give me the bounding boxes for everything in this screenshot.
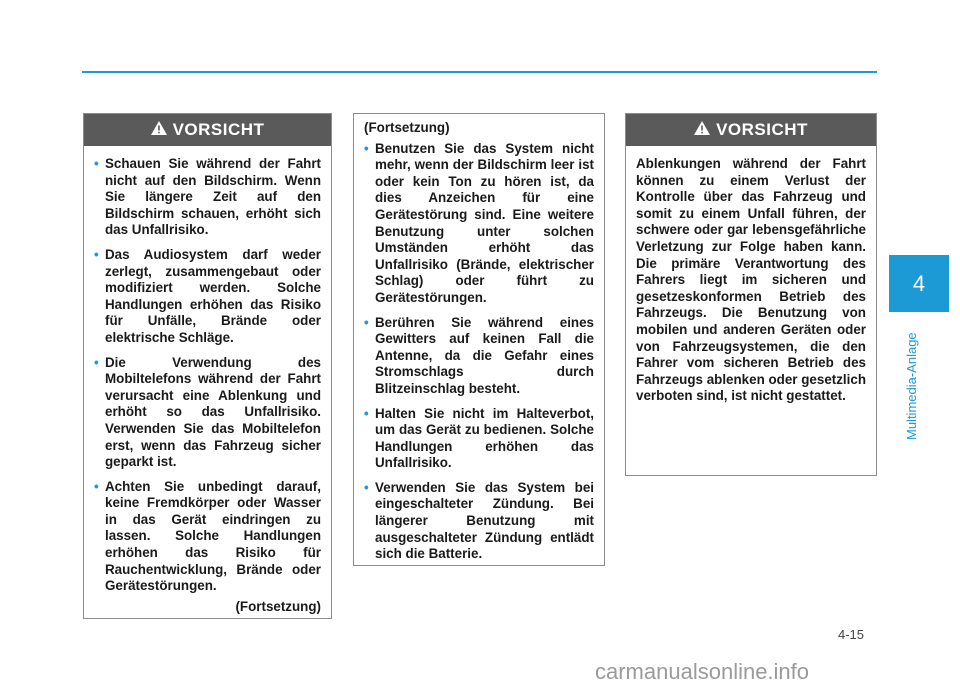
- caution-label: VORSICHT: [172, 120, 265, 139]
- list-item: • Das Audiosystem darf weder zerlegt, zusammengebaut oder modifiziert werden. Solche Handlungen erhöhen das Risiko für Unfälle, Brände oder elektrische Schläge.: [94, 246, 321, 345]
- caution-header: [84, 114, 331, 146]
- list-item: • Die Verwendung des Mobiltelefons während der Fahrt verursacht eine Ablenkung und erhöht so das Unfallrisiko. Verwenden Sie das Mobiltelefon erst, wenn das Fahrzeug sicher geparkt ist.: [94, 354, 321, 470]
- chapter-title: Multimedia-Anlage: [904, 332, 919, 440]
- warning-triangle-icon: [694, 120, 710, 140]
- list-item: • Schauen Sie während der Fahrt nicht auf den Bildschirm. Wenn Sie längere Zeit auf den Bildschirm schauen, erhöht sich das Unfallrisiko.: [94, 156, 321, 238]
- page-number: 4-15: [838, 627, 865, 642]
- list-item: • Benutzen Sie das System nicht mehr, wenn der Bildschirm leer ist oder kein Ton zu hören ist, da dies Anzeichen für eine Gerätestörung sind. Eine weitere Benutzung unter solchen Umständen erhöht das Unfallrisiko (Brände, elektrischer Schlag) oder führt zu Gerätestörungen.: [364, 140, 594, 305]
- header-rule: [82, 71, 877, 73]
- list-item: • Verwenden Sie das System bei eingeschalteter Zündung. Bei längerer Benutzung mit ausgeschalteter Zündung entlädt sich die Batterie.: [364, 479, 594, 562]
- list-item: • Achten Sie unbedingt darauf, keine Fremdkörper oder Wasser in das Gerät eindringen zu lassen. Solche Handlungen erhöhen das Risiko für Rauchentwicklung, Brände oder Gerätestörungen.: [94, 478, 321, 594]
- caution-box-2: [353, 113, 605, 566]
- continued-label: (Fortsetzung): [364, 120, 450, 135]
- caution-box-3: [625, 113, 877, 476]
- caution-text: Ablenkungen während der Fahrt können zu einem Verlust der Kontrolle über das Fahrzeug und somit zu einem Unfall führen, der schwere oder gar lebensgefährliche Verletzung zur Folge haben kann. Die primäre Verantwortung des Fahrers liegt im sicheren und gesetzeskonformen Betrieb des Fahrzeugs. Die Benutzung von mobilen und anderen Geräten oder von Fahrzeugsystemen, die den Fahrer vom sicheren Betrieb des Fahrzeugs ablenken oder gesetzlich verboten sind, ist nicht gestattet.: [636, 156, 866, 404]
- caution-header: [626, 114, 876, 146]
- caution-label: VORSICHT: [716, 120, 808, 139]
- chapter-tab: 4: [889, 255, 949, 312]
- warning-triangle-icon: [151, 120, 167, 140]
- continued-label: (Fortsetzung): [235, 598, 321, 614]
- list-item: • Halten Sie nicht im Halteverbot, um das Gerät zu bedienen. Solche Handlungen erhöhen das Unfallrisiko.: [364, 405, 594, 471]
- list-item: • Berühren Sie während eines Gewitters auf keinen Fall die Antenne, da die Gefahr eines Stromschlags durch Blitzeinschlag besteht.: [364, 314, 594, 396]
- watermark: carmanualsonline.info: [595, 659, 810, 684]
- caution-box-1: [83, 113, 332, 619]
